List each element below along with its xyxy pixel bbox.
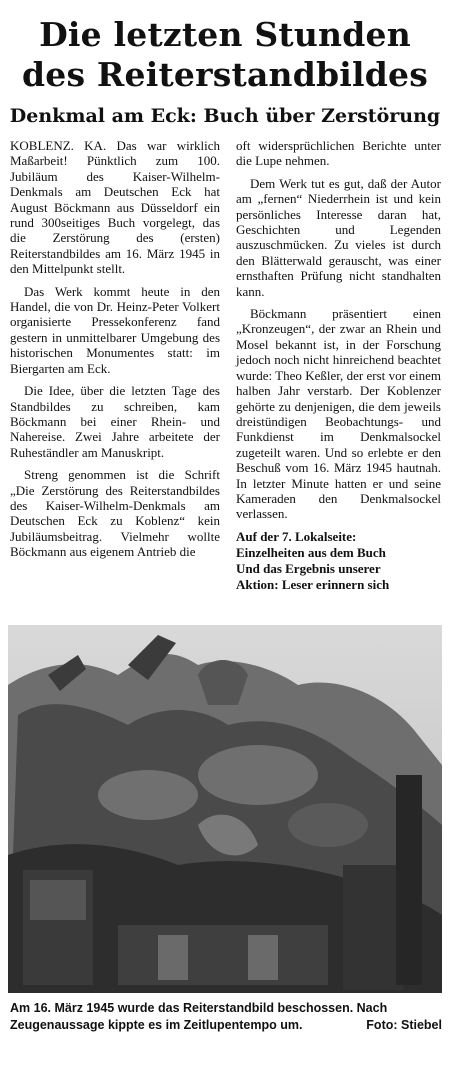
paragraph-1-text: Das war wirklich Maßarbeit! Pünktlich zum 100. Jubiläum des Kaiser-Wilhelm-Denkmals am Deutschen Eck hat August Böckmann aus Düsseldorf ein rund 300seitiges Buch vorgelegt, das die Zerstörung des (ersten) Reiterstandbildes am 16. März 1945 in den Mittelpunkt stellt. xyxy=(10,138,221,277)
dateline: KOBLENZ. KA. xyxy=(10,138,107,153)
photo-credit: Foto: Stiebel xyxy=(366,1018,442,1032)
cross-reference-line-3: Und das Ergebnis unserer xyxy=(236,560,381,576)
paragraph-7: Böckmann präsentiert einen „Kronzeugen“, der zwar an Rhein und Mosel bekannt ist, in der Forschung jedoch noch nicht hinreichend beachtet wurde: Theo Keßler, der erst vor einem halben Jahr verstarb. Der Koblenzer gehörte zu denjenigen, die dem jeweils dreistündigen Beobachtungs- und Funkdienst im Denkmalsockel zugeteilt waren. Und so erlebte er den Beschuß vom 16. März 1945 hautnah. In letzter Minute hatten er und seine Kameraden den Denkmalsockel verlassen. xyxy=(236,306,441,522)
paragraph-4: Streng genommen ist die Schrift „Die Zerstörung des Reiterstandbildes des Kaiser-Wilhelm-Denkmals am Deutschen Eck zu Koblenz“ kein Jubiläumsbeitrag. Vielmehr wollte Böckmann aus eigenem Antrieb die xyxy=(10,467,220,560)
subheadline: Denkmal am Eck: Buch über Zerstörung xyxy=(9,105,441,127)
cross-reference-line-2: Einzelheiten aus dem Buch xyxy=(236,544,386,560)
paragraph-5: oft widersprüchlichen Berichte unter die Lupe nehmen. xyxy=(236,138,441,169)
headline-line-2: des Reiterstandbildes xyxy=(22,55,428,94)
paragraph-1 xyxy=(10,138,220,277)
monument-photo-image xyxy=(8,625,442,993)
cross-reference-line-1: Auf der 7. Lokalseite: xyxy=(236,528,357,544)
monument-photo xyxy=(8,625,442,993)
article-column-1 xyxy=(10,138,220,567)
photo-caption: Am 16. März 1945 wurde das Reiterstandbild beschossen. Nach Zeugenaussage kippte es im Zeitlupentempo um. xyxy=(10,1001,388,1032)
paragraph-6: Dem Werk tut es gut, daß der Autor am „fernen“ Niederrhein ist und kein persönliches Interesse daran hat, Geschichten und Legenden auszuschmücken. Zu vieles ist durch den Blätterwald gerauscht, was einer ernsthaften Prüfung nicht standhalten kann. xyxy=(236,175,441,299)
paragraph-3: Die Idee, über die letzten Tage des Standbildes zu schreiben, kam Böckmann bei einer Rhein- und Nahereise. Zwei Jahre arbeitete der Ruheständler am Manuskript. xyxy=(10,383,220,460)
cross-reference-line-4: Aktion: Leser erinnern sich xyxy=(236,576,390,592)
headline-line-1: Die letzten Stunden xyxy=(39,15,411,54)
paragraph-2: Das Werk kommt heute in den Handel, die von Dr. Heinz-Peter Volkert organisierte Pressekonferenz fand gestern in unmittelbarer Umgebung des historischen Monumentes statt: im Biergarten am Eck. xyxy=(10,283,220,376)
article-column-2 xyxy=(236,138,441,593)
